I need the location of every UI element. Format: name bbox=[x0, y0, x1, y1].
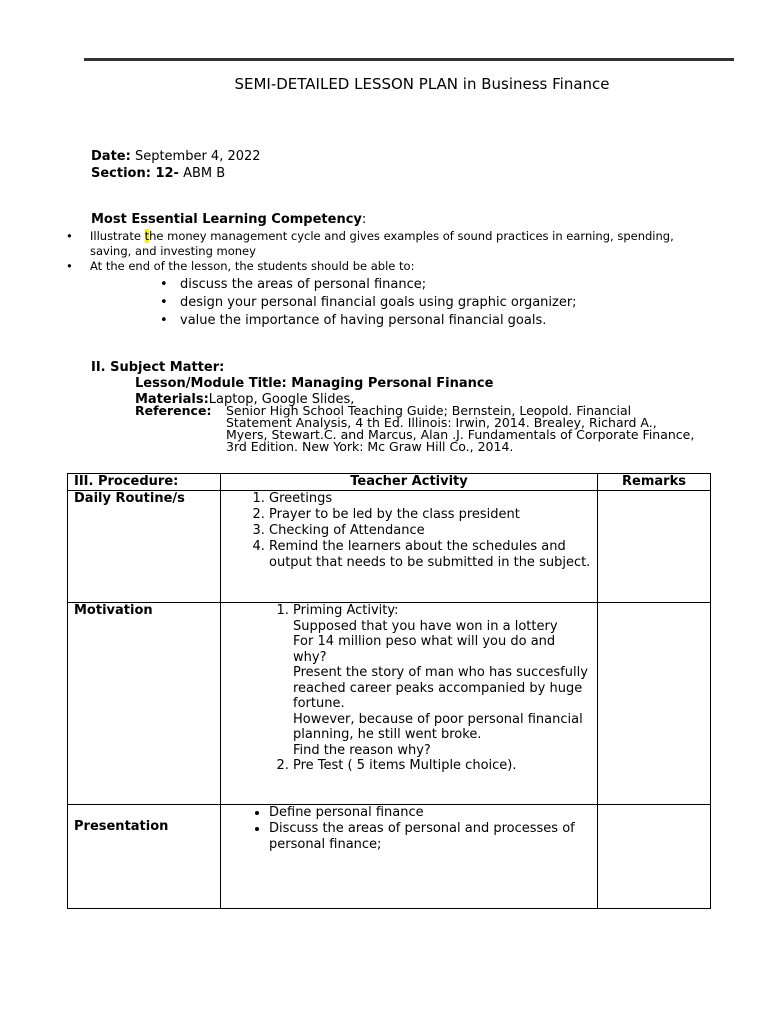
list-item: 1. Greetings bbox=[269, 491, 591, 507]
list-item: • Define personal finance bbox=[269, 805, 591, 821]
page-title: SEMI-DETAILED LESSON PLAN in Business Finance bbox=[234, 75, 610, 93]
reference-block bbox=[135, 405, 695, 453]
header-procedure: III. Procedure: bbox=[68, 474, 221, 491]
bullet-icon: • bbox=[66, 259, 73, 273]
list-item: • At the end of the lesson, the students should be able to: bbox=[66, 259, 415, 273]
table-row bbox=[68, 805, 711, 909]
presentation-activity bbox=[221, 805, 598, 909]
reference-text: Senior High School Teaching Guide; Bernstein, Leopold. Financial Statement Analysis, 4 th Ed. Illinois: Irwin, 2014. Brealey, Richard A., Myers, Stewart.C. and Marcus, Alan .J. Fundamentals of Corporate Finance, 3rd Edition. New York: Mc Graw Hill Co., 2014. bbox=[226, 403, 695, 454]
subject-matter-heading: II. Subject Matter: bbox=[91, 360, 225, 375]
list-item: 4. Remind the learners about the schedules and output that needs to be submitted in the subject. bbox=[269, 539, 591, 571]
reference-label: Reference: bbox=[135, 403, 212, 418]
objectives-list bbox=[158, 276, 577, 330]
top-divider bbox=[84, 58, 734, 61]
list-item: • Illustrate the money management cycle and gives examples of sound practices in earning, spending, saving, and investing money bbox=[66, 229, 674, 258]
motivation-remarks bbox=[598, 603, 711, 805]
daily-routine-activity bbox=[221, 491, 598, 603]
motivation-activity bbox=[221, 603, 598, 805]
list-item: • design your personal financial goals using graphic organizer; bbox=[160, 295, 577, 310]
bullet-icon: • bbox=[160, 295, 168, 310]
list-item: • value the importance of having personal financial goals. bbox=[160, 313, 547, 328]
list-item: 3. Checking of Attendance bbox=[269, 523, 591, 539]
header-teacher-activity: Teacher Activity bbox=[221, 474, 598, 491]
melc-heading: Most Essential Learning Competency: bbox=[91, 212, 367, 227]
daily-routine-remarks bbox=[598, 491, 711, 603]
list-item: 2. Prayer to be led by the class president bbox=[269, 507, 591, 523]
competency-list bbox=[62, 229, 712, 274]
procedure-table bbox=[67, 473, 711, 909]
subject-matter bbox=[91, 360, 493, 408]
lesson-title: Lesson/Module Title: Managing Personal Finance bbox=[135, 376, 494, 391]
bullet-icon: • bbox=[160, 277, 168, 292]
header-remarks: Remarks bbox=[598, 474, 711, 491]
date-line: Date: September 4, 2022 bbox=[91, 149, 261, 164]
list-item: • Discuss the areas of personal and processes of personal finance; bbox=[269, 821, 591, 853]
materials-line: Materials:Laptop, Google Slides, bbox=[135, 392, 355, 407]
bullet-icon: • bbox=[160, 313, 168, 328]
list-item: 2. Pre Test ( 5 items Multiple choice). bbox=[293, 758, 591, 774]
lesson-meta bbox=[91, 148, 261, 182]
list-item: • discuss the areas of personal finance; bbox=[160, 277, 427, 292]
row-label-daily-routine: Daily Routine/s bbox=[68, 491, 221, 603]
bullet-icon: • bbox=[66, 229, 73, 243]
table-row bbox=[68, 491, 711, 603]
highlighted-text: t bbox=[144, 229, 150, 243]
row-label-presentation: Presentation bbox=[68, 805, 221, 909]
table-row bbox=[68, 603, 711, 805]
section-line: Section: 12- ABM B bbox=[91, 166, 226, 181]
table-header-row bbox=[68, 474, 711, 491]
row-label-motivation: Motivation bbox=[68, 603, 221, 805]
presentation-remarks bbox=[598, 805, 711, 909]
list-item: 1. Priming Activity: Supposed that you have won in a lottery For 14 million peso what will you do and why? Present the story of man who has succesfully reached career peaks accompanied by huge fortune. However, because of poor personal financial planning, he still went broke. Find the reason why? bbox=[293, 603, 591, 758]
